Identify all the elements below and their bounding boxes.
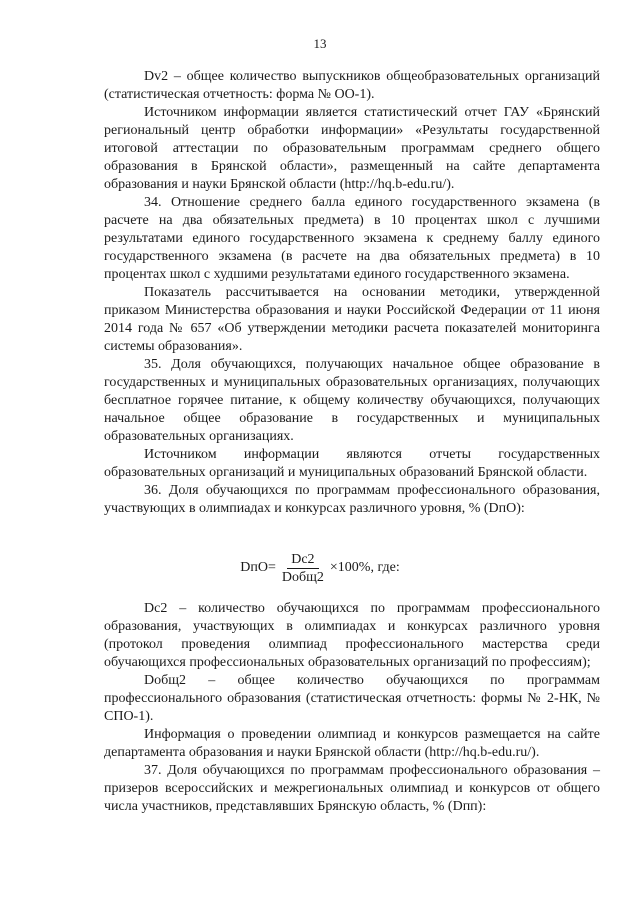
- page-number: 13: [313, 36, 327, 51]
- text-block-bottom: [104, 600, 600, 816]
- paragraph-item-34: 34. Отношение среднего балла единого государственного экзамена (в расчете на два обязательных предмета) в 10 процентах школ с лучшими результатами единого государственного экзамена к среднему баллу единого государственного экзамена (в расчете на два обязательных предмета) в 10 процентах школ с худшими результатами единого государственного экзамена.: [104, 195, 600, 282]
- paragraph-dv2-definition: Dv2 – общее количество выпускников общеобразовательных организаций (статистическая отчетность: форма № ОО-1).: [104, 69, 600, 102]
- text-block-top: [104, 68, 600, 518]
- formula-numerator: Dc2: [287, 551, 318, 569]
- paragraph-item-37: 37. Доля обучающихся по программам профессионального образования – призеров всероссийских и межрегиональных олимпиад и конкурсов от общего числа участников, представлявших Брянскую область, % (Dпп):: [104, 763, 600, 814]
- paragraph-item-36: 36. Доля обучающихся по программам профессионального образования, участвующих в олимпиадах и конкурсах различного уровня, % (DпО):: [104, 483, 600, 516]
- paragraph-item-35: 35. Доля обучающихся, получающих начальное общее образование в государственных и муниципальных образовательных организациях, получающих бесплатное горячее питание, к общему количеству обучающихся, получающих начальное общее образование в государственных и муниципальных образовательных организациях.: [104, 357, 600, 444]
- paragraph-methodology: Показатель рассчитывается на основании методики, утвержденной приказом Министерства образования и науки Российской Федерации от 11 июня 2014 года № 657 «Об утверждении методики расчета показателей мониторинга системы образования».: [104, 285, 600, 354]
- paragraph-info-source-reports: Источником информации являются отчеты государственных образовательных организаций и муниципальных образований Брянской области.: [104, 447, 600, 480]
- formula-fraction: [278, 551, 328, 586]
- formula-denominator: Dобщ2: [281, 569, 324, 585]
- formula-dpo: [0, 548, 640, 588]
- formula-rhs: ×100%, где:: [329, 560, 400, 575]
- formula-lhs: DпО=: [240, 560, 276, 575]
- paragraph-dobsh2-definition: Dобщ2 – общее количество обучающихся по программам профессионального образования (статистическая отчетность: формы № 2-НК, № СПО-1).: [104, 673, 600, 724]
- paragraph-info-source-gau: Источником информации является статистический отчет ГАУ «Брянский региональный центр обработки информации» «Результаты государственной итоговой аттестации по образовательным программам среднего общего образования в Брянской области», размещенный на сайте департамента образования и науки Брянской области (http://hq.b-edu.ru/).: [104, 105, 600, 192]
- paragraph-olympiad-info: Информация о проведении олимпиад и конкурсов размещается на сайте департамента образования и науки Брянской области (http://hq.b-edu.ru/).: [104, 727, 600, 760]
- paragraph-dc2-definition: Dc2 – количество обучающихся по программам профессионального образования, участвующих в олимпиадах и конкурсах различного уровня (протокол проведения олимпиад профессионального мастерства среди обучающихся профессиональных образовательных организаций по профессиям);: [104, 601, 600, 670]
